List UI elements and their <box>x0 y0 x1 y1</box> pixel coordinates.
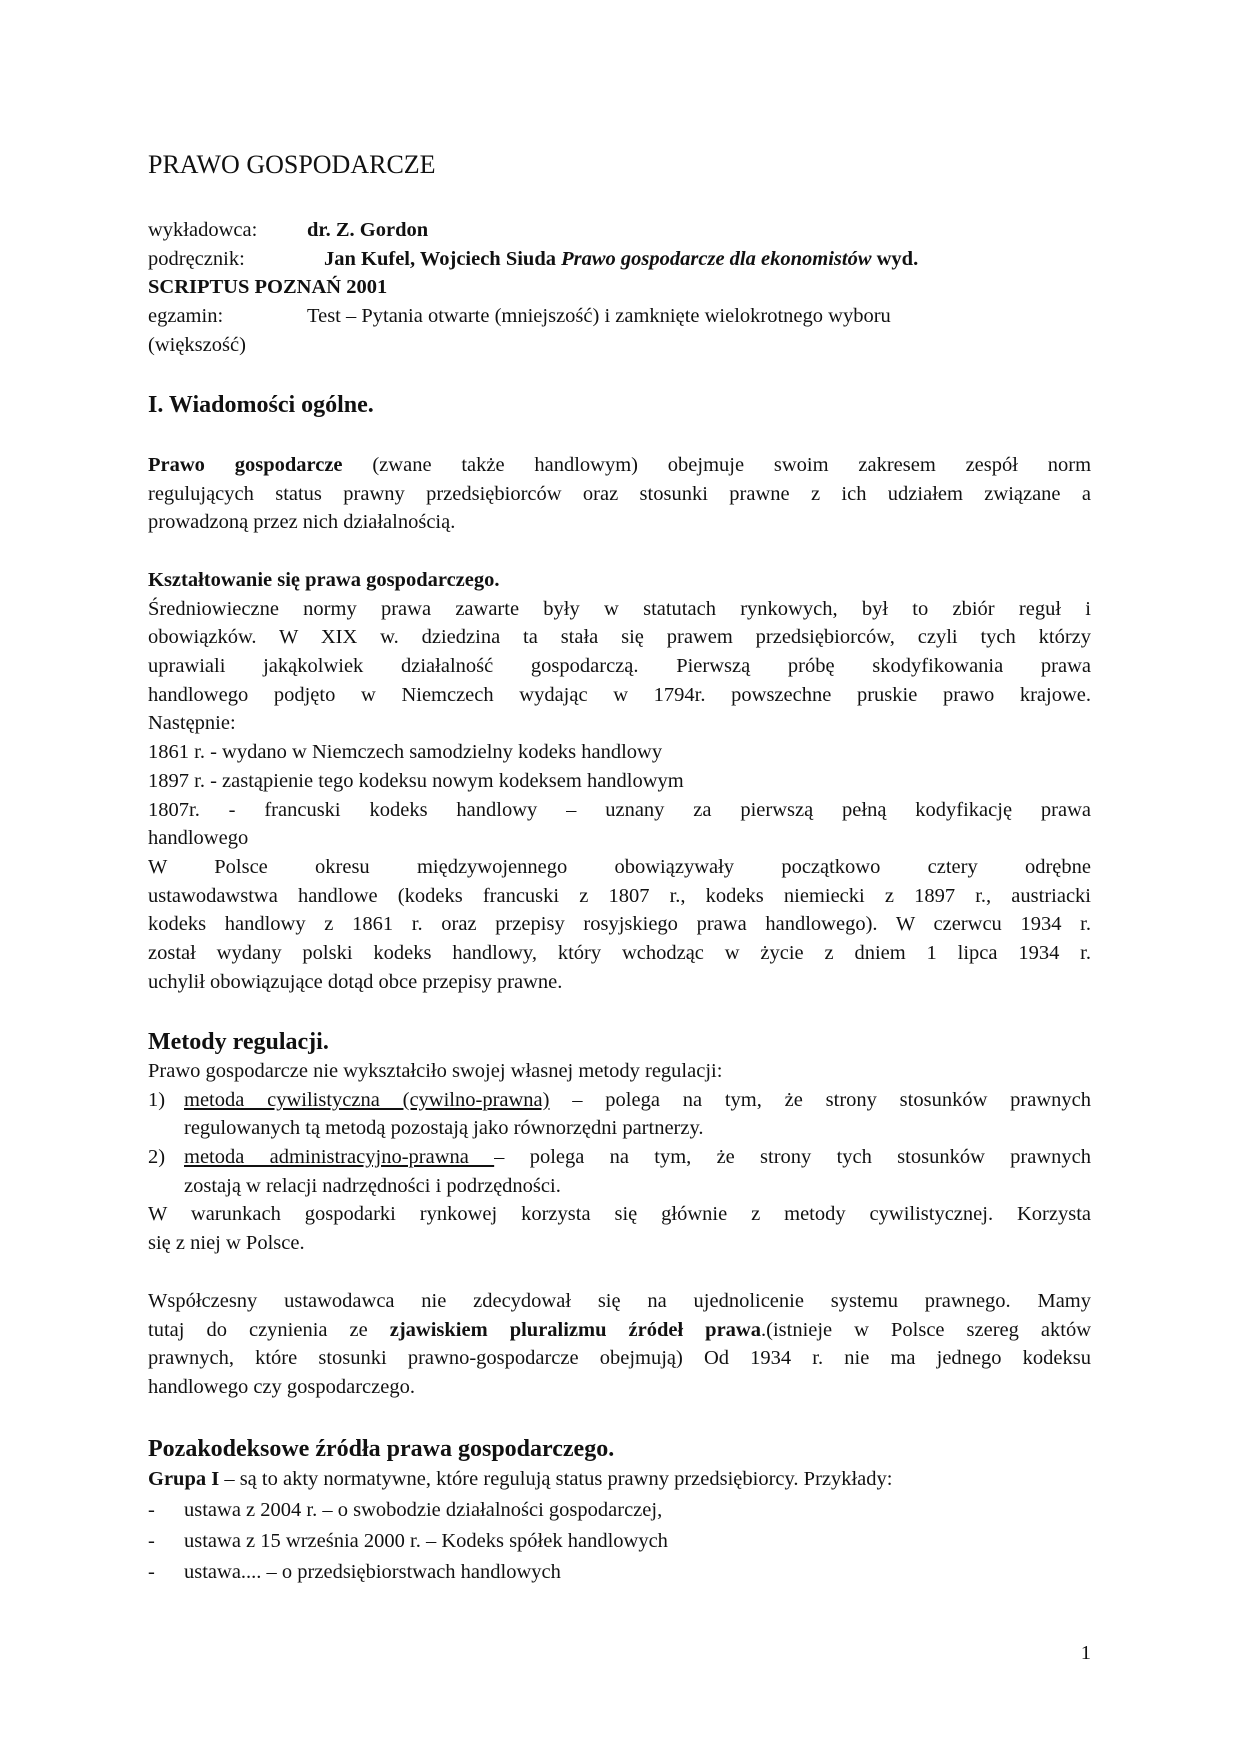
list-number: 1) <box>148 1088 166 1111</box>
history-line: Następnie: <box>148 712 236 735</box>
methods-note: W warunkach gospodarki rynkowej korzysta się głównie z metody cywilistycznej. Korzysta <box>148 1203 1091 1226</box>
pluralism-text: .(istnieje w Polsce szereg aktów <box>761 1318 1091 1341</box>
method-desc-cont: regulowanych tą metodą pozostają jako równorzędni partnerzy. <box>184 1117 704 1140</box>
history-line: handlowego podjęto w Niemczech wydając w 1794r. powszechne pruskie prawo krajowe. <box>148 683 1091 706</box>
lecturer-name: dr. Z. Gordon <box>307 219 429 241</box>
definition-text: (zwane także handlowym) obejmuje swoim zakresem zespół norm <box>372 454 1091 476</box>
history-line: 1861 r. - wydano w Niemczech samodzielny kodeks handlowy <box>148 741 663 764</box>
history-heading: Kształtowanie się prawa gospodarczego. <box>148 569 500 591</box>
textbook-publisher: SCRIPTUS POZNAŃ 2001 <box>148 276 388 299</box>
pluralism-line: Współczesny ustawodawca nie zdecydował się na ujednolicenie systemu prawnego. Mamy <box>148 1290 1091 1312</box>
list-item <box>148 1526 1091 1557</box>
method-desc: – polega na tym, że strony tych stosunków prawnych <box>494 1146 1091 1169</box>
history-line: obowiązków. W XIX w. dziedzina ta stała się prawem przedsiębiorców, czyli tych którzy <box>148 626 1091 649</box>
exam-text-cont: (większość) <box>148 333 246 356</box>
bullet: - <box>148 1499 155 1521</box>
sources-section <box>148 1464 1091 1588</box>
textbook-edition: wyd. <box>876 247 919 270</box>
definition-text: regulujących status prawny przedsiębiorców oraz stosunki prawne z ich udziałem związane a <box>148 482 1091 505</box>
exam-text: Test – Pytania otwarte (mniejszość) i zamknięte wielokrotnego wyboru <box>307 305 891 328</box>
bullet: - <box>148 1530 155 1552</box>
group-text: – są to akty normatywne, które regulują status prawny przedsiębiorcy. Przykłady: <box>219 1468 893 1490</box>
pluralism-text: tutaj do czynienia ze <box>148 1318 390 1341</box>
method-item <box>148 1143 1091 1200</box>
methods-section <box>148 1057 1091 1258</box>
method-desc: – polega na tym, że strony stosunków prawnych <box>549 1088 1091 1111</box>
textbook-authors: Jan Kufel, Wojciech Siuda <box>324 247 556 270</box>
list-item-text: ustawa z 2004 r. – o swobodzie działalności gospodarczej, <box>184 1499 663 1521</box>
definition-text: prowadzoną przez nich działalnością. <box>148 511 456 534</box>
history-line: uprawiali jakąkolwiek działalność gospodarczą. Pierwszą próbę skodyfikowania prawa <box>148 655 1091 678</box>
list-item-text: ustawa z 15 września 2000 r. – Kodeks spółek handlowych <box>184 1530 668 1552</box>
definition-term: Prawo gospodarcze <box>148 454 343 476</box>
history-line: W Polsce okresu międzywojennego obowiązywały początkowo cztery odrębne <box>148 855 1091 878</box>
method-term: metoda administracyjno-prawna <box>184 1146 495 1169</box>
history-line: kodeks handlowy z 1861 r. oraz przepisy rosyjskiego prawa handlowego). W czerwcu 1934 r. <box>148 913 1091 936</box>
history-line: handlowego <box>148 827 249 850</box>
list-number: 2) <box>148 1146 166 1169</box>
method-desc-cont: zostają w relacji nadrzędności i podrzędności. <box>184 1174 561 1197</box>
history-line: 1807r. - francuski kodeks handlowy – uznany za pierwszą pełną kodyfikację prawa <box>148 798 1091 821</box>
textbook-label: podręcznik: <box>148 247 245 270</box>
pluralism-paragraph <box>148 1287 1091 1402</box>
section-heading-general: I. Wiadomości ogólne. <box>148 392 374 418</box>
list-item-text: ustawa.... – o przedsiębiorstwach handlowych <box>184 1561 561 1583</box>
method-item <box>148 1086 1091 1143</box>
definition-paragraph <box>148 451 1091 537</box>
bullet: - <box>148 1561 155 1583</box>
history-line: Średniowieczne normy prawa zawarte były w statutach rynkowych, był to zbiór reguł i <box>148 597 1091 620</box>
list-item <box>148 1557 1091 1588</box>
methods-note: się z niej w Polsce. <box>148 1232 305 1255</box>
exam-label: egzamin: <box>148 305 224 328</box>
lecturer-label: wykładowca: <box>148 219 258 241</box>
group-label: Grupa I <box>148 1468 220 1490</box>
document-title: PRAWO GOSPODARCZE <box>148 150 436 179</box>
course-meta <box>148 216 1091 359</box>
history-line: 1897 r. - zastąpienie tego kodeksu nowym kodeksem handlowym <box>148 769 684 792</box>
sources-heading: Pozakodeksowe źródła prawa gospodarczego. <box>148 1436 615 1462</box>
methods-heading: Metody regulacji. <box>148 1029 329 1055</box>
textbook-title: Prawo gospodarcze dla ekonomistów <box>561 247 872 270</box>
pluralism-line: prawnych, które stosunki prawno-gospodarcze obejmują) Od 1934 r. nie ma jednego kodeksu <box>148 1347 1091 1370</box>
history-line: ustawodawstwa handlowe (kodeks francuski z 1807 r., kodeks niemiecki z 1897 r., austriacki <box>148 884 1091 907</box>
pluralism-line: handlowego czy gospodarczego. <box>148 1376 415 1399</box>
methods-intro: Prawo gospodarcze nie wykształciło swojej własnej metody regulacji: <box>148 1060 723 1082</box>
method-term: metoda cywilistyczna (cywilno-prawna) <box>184 1088 550 1111</box>
history-line: uchylił obowiązujące dotąd obce przepisy prawne. <box>148 970 563 993</box>
pluralism-term: zjawiskiem pluralizmu źródeł prawa <box>389 1318 761 1341</box>
history-line: został wydany polski kodeks handlowy, który wchodząc w życie z dniem 1 lipca 1934 r. <box>148 941 1091 964</box>
history-section <box>148 566 1091 996</box>
list-item <box>148 1495 1091 1526</box>
page-number: 1 <box>1080 1642 1091 1664</box>
